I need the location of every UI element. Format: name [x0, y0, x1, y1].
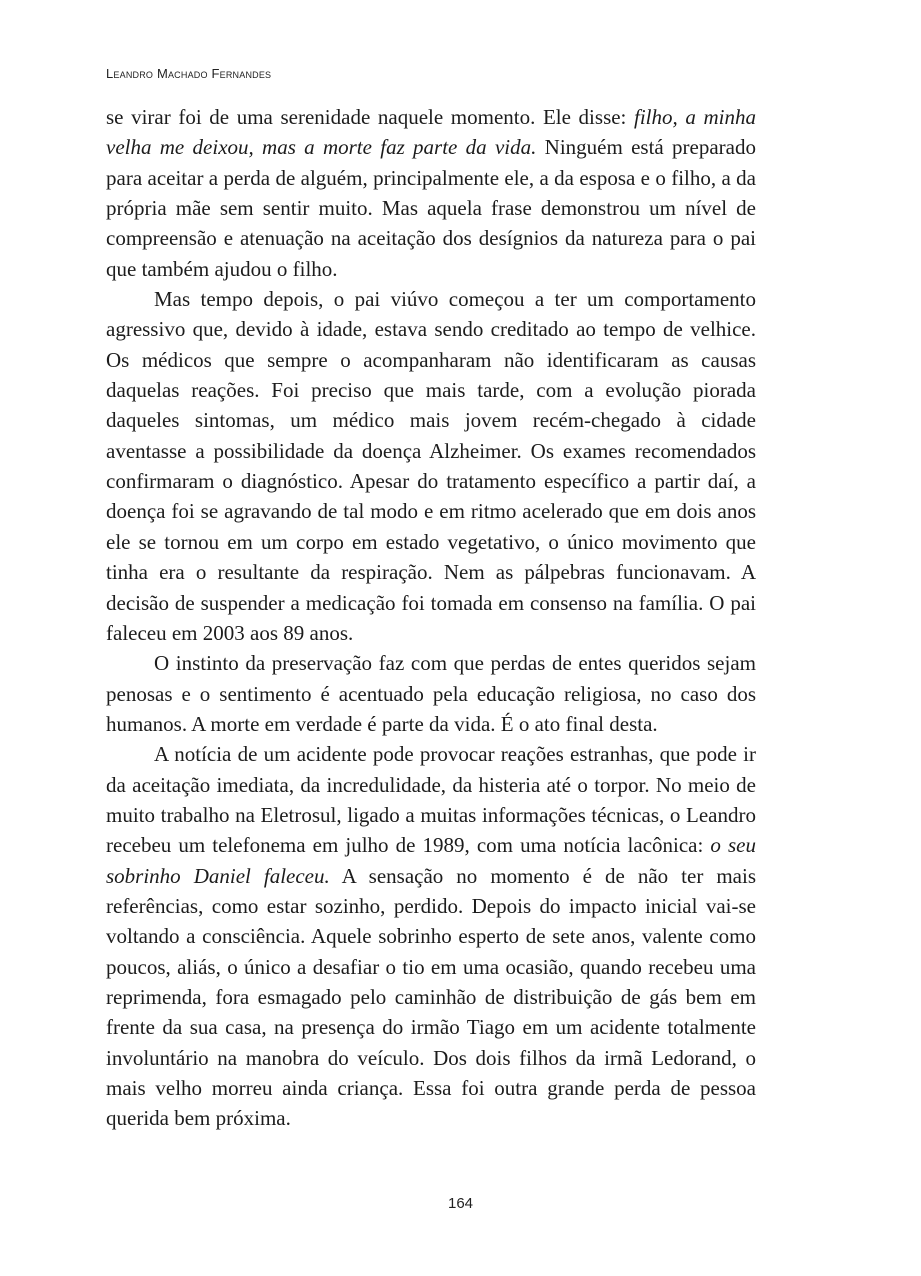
body-text: [106, 102, 756, 1134]
paragraph-3: [106, 648, 756, 739]
italic-quote: filho, a minha velha me deixou, mas a morte faz parte da vida.: [106, 105, 756, 160]
page-number: 164: [447, 1195, 474, 1212]
text-segment: se virar foi de uma serenidade naquele momento. Ele disse:: [106, 105, 635, 129]
paragraph-1: [106, 102, 756, 284]
text-segment: A sensação no momento é de não ter mais referências, como estar sozinho, perdido. Depois do impacto inicial vai-se voltando a consciência. Aquele sobrinho esperto de sete anos, valente como poucos, aliás, o único a desafiar o tio em uma ocasião, quando recebeu uma reprimenda, fora esmagado pelo caminhão de distribuição de gás bem em frente da sua casa, na presença do irmão Tiago em um acidente totalmente involuntário na manobra do veículo. Dos dois filhos da irmã Ledorand, o mais velho morreu ainda criança. Essa foi outra grande perda de pessoa querida bem próxima.: [106, 863, 757, 1131]
text-segment: Ninguém está preparado para aceitar a perda de alguém, principalmente ele, a da esposa e o filho, a da própria mãe sem sentir muito. Mas aquela frase demonstrou um nível de compreensão e atenuação na aceitação dos desígnios da natureza para o pai que também ajudou o filho.: [106, 135, 756, 281]
paragraph-2: [106, 284, 756, 648]
text-segment: A notícia de um acidente pode provocar reações estranhas, que pode ir da aceitação imediata, da incredulidade, da histeria até o torpor. No meio de muito trabalho na Eletrosul, ligado a muitas informações técnicas, o Leandro recebeu um telefonema em julho de 1989, com uma notícia lacônica:: [106, 742, 756, 858]
text-segment: O instinto da preservação faz com que perdas de entes queridos sejam penosas e o sentimento é acentuado pela educação religiosa, no caso dos humanos. A morte em verdade é parte da vida. É o ato final desta.: [106, 651, 756, 736]
paragraph-4: [106, 739, 756, 1133]
text-segment: Mas tempo depois, o pai viúvo começou a ter um comportamento agressivo que, devido à idade, estava sendo creditado ao tempo de velhice. Os médicos que sempre o acompanharam não identificaram as causas daquelas reações. Foi preciso que mais tarde, com a evolução piorada daqueles sintomas, um médico mais jovem recém-chegado à cidade aventasse a possibilidade da doença Alzheimer. Os exames recomendados confirmaram o diagnóstico. Apesar do tratamento específico a partir daí, a doença foi se agravando de tal modo e em ritmo acelerado que em dois anos ele se tornou em um corpo em estado vegetativo, o único movimento que tinha era o resultante da respiração. Nem as pálpebras funcionavam. A decisão de suspender a medicação foi tomada em consenso na família. O pai faleceu em 2003 aos 89 anos.: [106, 287, 756, 645]
running-head: Leandro Machado Fernandes: [106, 66, 272, 81]
italic-quote: o seu sobrinho Daniel faleceu.: [106, 833, 756, 888]
